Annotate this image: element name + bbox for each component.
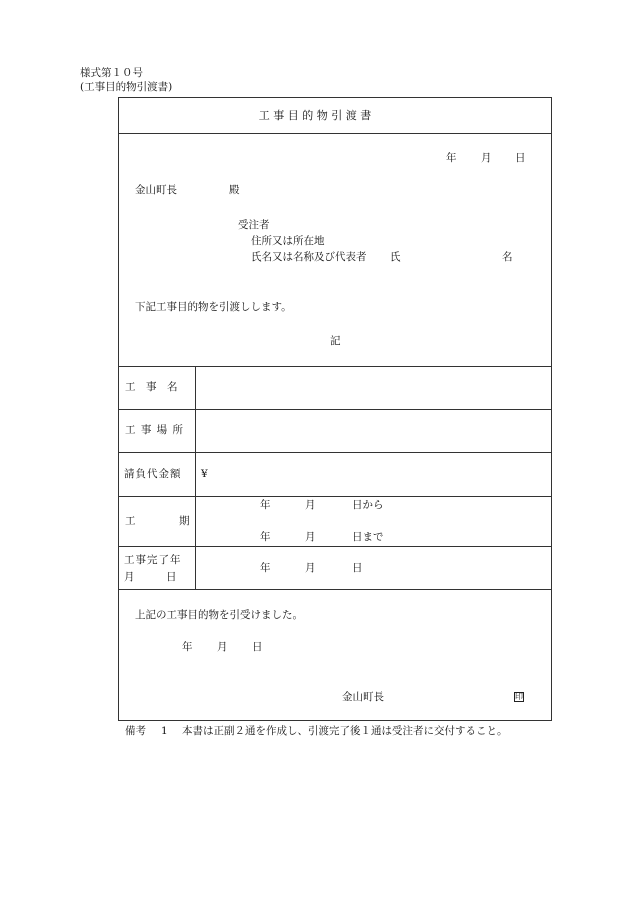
note-number: 1 (161, 725, 168, 737)
receipt-text: 上記の工事目的物を引受けました。 (135, 609, 303, 621)
completion-label-1: 工事完了年 (124, 554, 182, 566)
date-month: 月 (481, 152, 492, 164)
project-site-label: 工 事 場 所 (125, 424, 185, 436)
receipt-day: 日 (252, 641, 263, 653)
period-from-day: 日から (352, 499, 384, 511)
addressee: 金山町長 (135, 184, 177, 196)
contractor-label: 受注者 (238, 219, 270, 231)
table-top-divider (118, 366, 552, 367)
row-divider-3 (118, 496, 552, 497)
date-day: 日 (515, 152, 526, 164)
table-bottom-divider (118, 589, 552, 590)
completion-year: 年 (260, 562, 271, 574)
project-name-label: 工 事 名 (125, 381, 178, 393)
note-text: 本書は正副２通を作成し、引渡完了後１通は受注者に交付すること。 (182, 725, 508, 737)
date-year: 年 (446, 152, 457, 164)
completion-month: 月 (305, 562, 316, 574)
row-divider-4 (118, 546, 552, 547)
period-label-2: 期 (179, 515, 190, 527)
body-text: 下記工事目的物を引渡しします。 (135, 301, 292, 313)
row-divider-2 (118, 452, 552, 453)
receipt-signer: 金山町長 (342, 691, 384, 703)
title-divider (118, 133, 552, 134)
name-suffix: 名 (502, 251, 513, 263)
period-from-year: 年 (260, 499, 271, 511)
form-number: 様式第１０号 (80, 67, 143, 79)
period-from-month: 月 (305, 499, 316, 511)
document-title: 工 事 目 的 物 引 渡 書 (258, 109, 372, 122)
completion-day: 日 (352, 562, 363, 574)
period-label-1: 工 (125, 515, 136, 527)
period-to-month: 月 (305, 531, 316, 543)
label-column-divider (195, 366, 196, 589)
address-label: 住所又は所在地 (251, 235, 325, 247)
currency-symbol: ¥ (201, 468, 208, 480)
form-subtitle: (工事目的物引渡書) (80, 81, 173, 93)
period-to-day: 日まで (352, 531, 384, 543)
note-label: 備考 (125, 725, 146, 737)
contract-amount-label: 請負代金額 (124, 468, 182, 480)
honorific: 殿 (229, 184, 240, 196)
row-divider-1 (118, 409, 552, 410)
receipt-month: 月 (217, 641, 228, 653)
name-prefix: 氏 (390, 251, 401, 263)
period-to-year: 年 (260, 531, 271, 543)
seal-mark: 印 (515, 692, 523, 701)
name-label: 氏名又は名称及び代表者 (251, 251, 367, 263)
completion-label-2: 月 日 (124, 571, 177, 583)
receipt-year: 年 (182, 641, 193, 653)
ki-mark: 記 (330, 335, 341, 347)
